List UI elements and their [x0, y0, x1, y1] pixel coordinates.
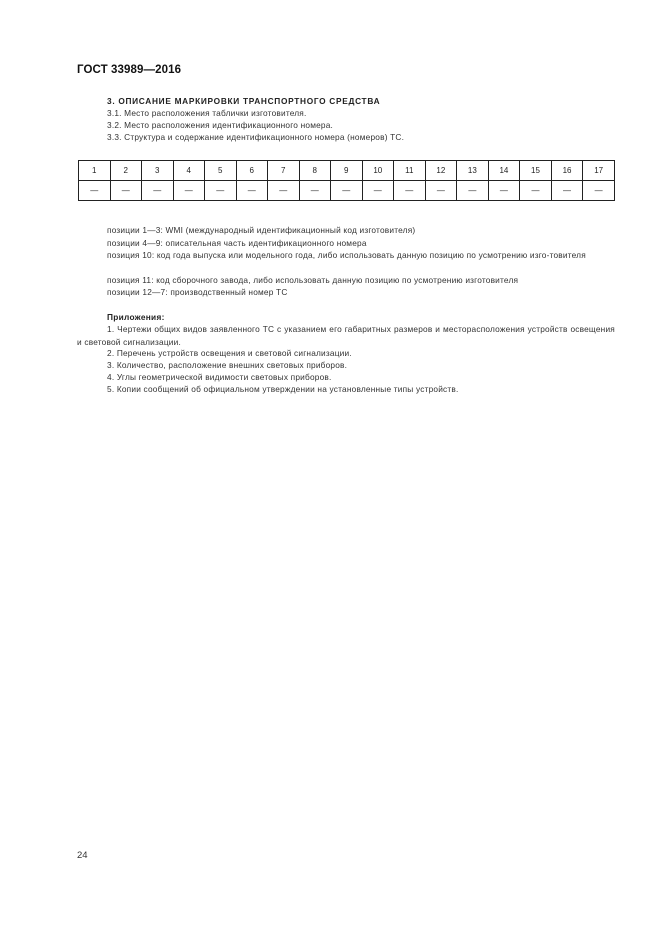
appendix-item: 4. Углы геометрической видимости световых приборов.	[107, 372, 332, 382]
table-cell: 2	[110, 161, 142, 181]
table-cell: 9	[331, 161, 363, 181]
table-row-positions	[79, 161, 615, 181]
table-cell: —	[331, 181, 363, 201]
standard-title: ГОСТ 33989—2016	[77, 64, 182, 76]
position-description: позиции 1—3: WMI (международный идентификационный код изготовителя)	[107, 225, 416, 235]
table-cell: —	[236, 181, 268, 201]
table-cell: —	[110, 181, 142, 201]
table-cell: —	[205, 181, 237, 201]
table-cell: 13	[457, 161, 489, 181]
position-description: позиция 10: код года выпуска или модельного года, либо использовать данную позицию по усмотрению изго-товителя	[107, 250, 586, 260]
position-description: позиции 4—9: описательная часть идентификационного номера	[107, 238, 367, 248]
table-cell: 1	[79, 161, 111, 181]
table-cell: —	[394, 181, 426, 201]
table-cell: 16	[551, 161, 583, 181]
table-cell: 5	[205, 161, 237, 181]
table-cell: 10	[362, 161, 394, 181]
position-description: позиция 11: код сборочного завода, либо использовать данную позицию по усмотрению изготовителя	[107, 275, 519, 285]
table-cell: —	[299, 181, 331, 201]
section-item: 3.1. Место расположения таблички изготовителя.	[107, 108, 307, 118]
identification-number-table	[78, 160, 615, 201]
table-cell: 8	[299, 161, 331, 181]
table-row-values	[79, 181, 615, 201]
appendix-heading: Приложения:	[107, 312, 165, 322]
table-cell: 6	[236, 161, 268, 181]
table-cell: 7	[268, 161, 300, 181]
section-heading: 3. ОПИСАНИЕ МАРКИРОВКИ ТРАНСПОРТНОГО СРЕДСТВА	[107, 96, 381, 106]
table-cell: 3	[142, 161, 174, 181]
table-cell: 4	[173, 161, 205, 181]
table-cell: —	[551, 181, 583, 201]
table-cell: —	[79, 181, 111, 201]
table-cell: —	[142, 181, 174, 201]
section-item: 3.2. Место расположения идентификационного номера.	[107, 120, 334, 130]
appendix-item: 5. Копии сообщений об официальном утверждении на установленные типы устройств.	[107, 384, 459, 394]
table-cell: 12	[425, 161, 457, 181]
table-cell: —	[173, 181, 205, 201]
appendix-item: 3. Количество, расположение внешних световых приборов.	[107, 360, 348, 370]
table-cell: —	[268, 181, 300, 201]
page-number: 24	[77, 850, 88, 861]
table-cell: 14	[488, 161, 520, 181]
table-cell: —	[362, 181, 394, 201]
table-cell: —	[488, 181, 520, 201]
appendix-item: 2. Перечень устройств освещения и световой сигнализации.	[107, 348, 352, 358]
table-cell: 17	[583, 161, 615, 181]
table-cell: —	[583, 181, 615, 201]
table-cell: —	[457, 181, 489, 201]
section-item: 3.3. Структура и содержание идентификационного номера (номеров) ТС.	[107, 132, 405, 142]
table-cell: —	[520, 181, 552, 201]
appendix-item: 1. Чертежи общих видов заявленного ТС с указанием его габаритных размеров и месторасположения устройств освещения и световой сигнализации.	[77, 324, 615, 347]
table-cell: 15	[520, 161, 552, 181]
table-cell: 11	[394, 161, 426, 181]
position-description: позиции 12—7: производственный номер ТС	[107, 287, 288, 297]
table-cell: —	[425, 181, 457, 201]
